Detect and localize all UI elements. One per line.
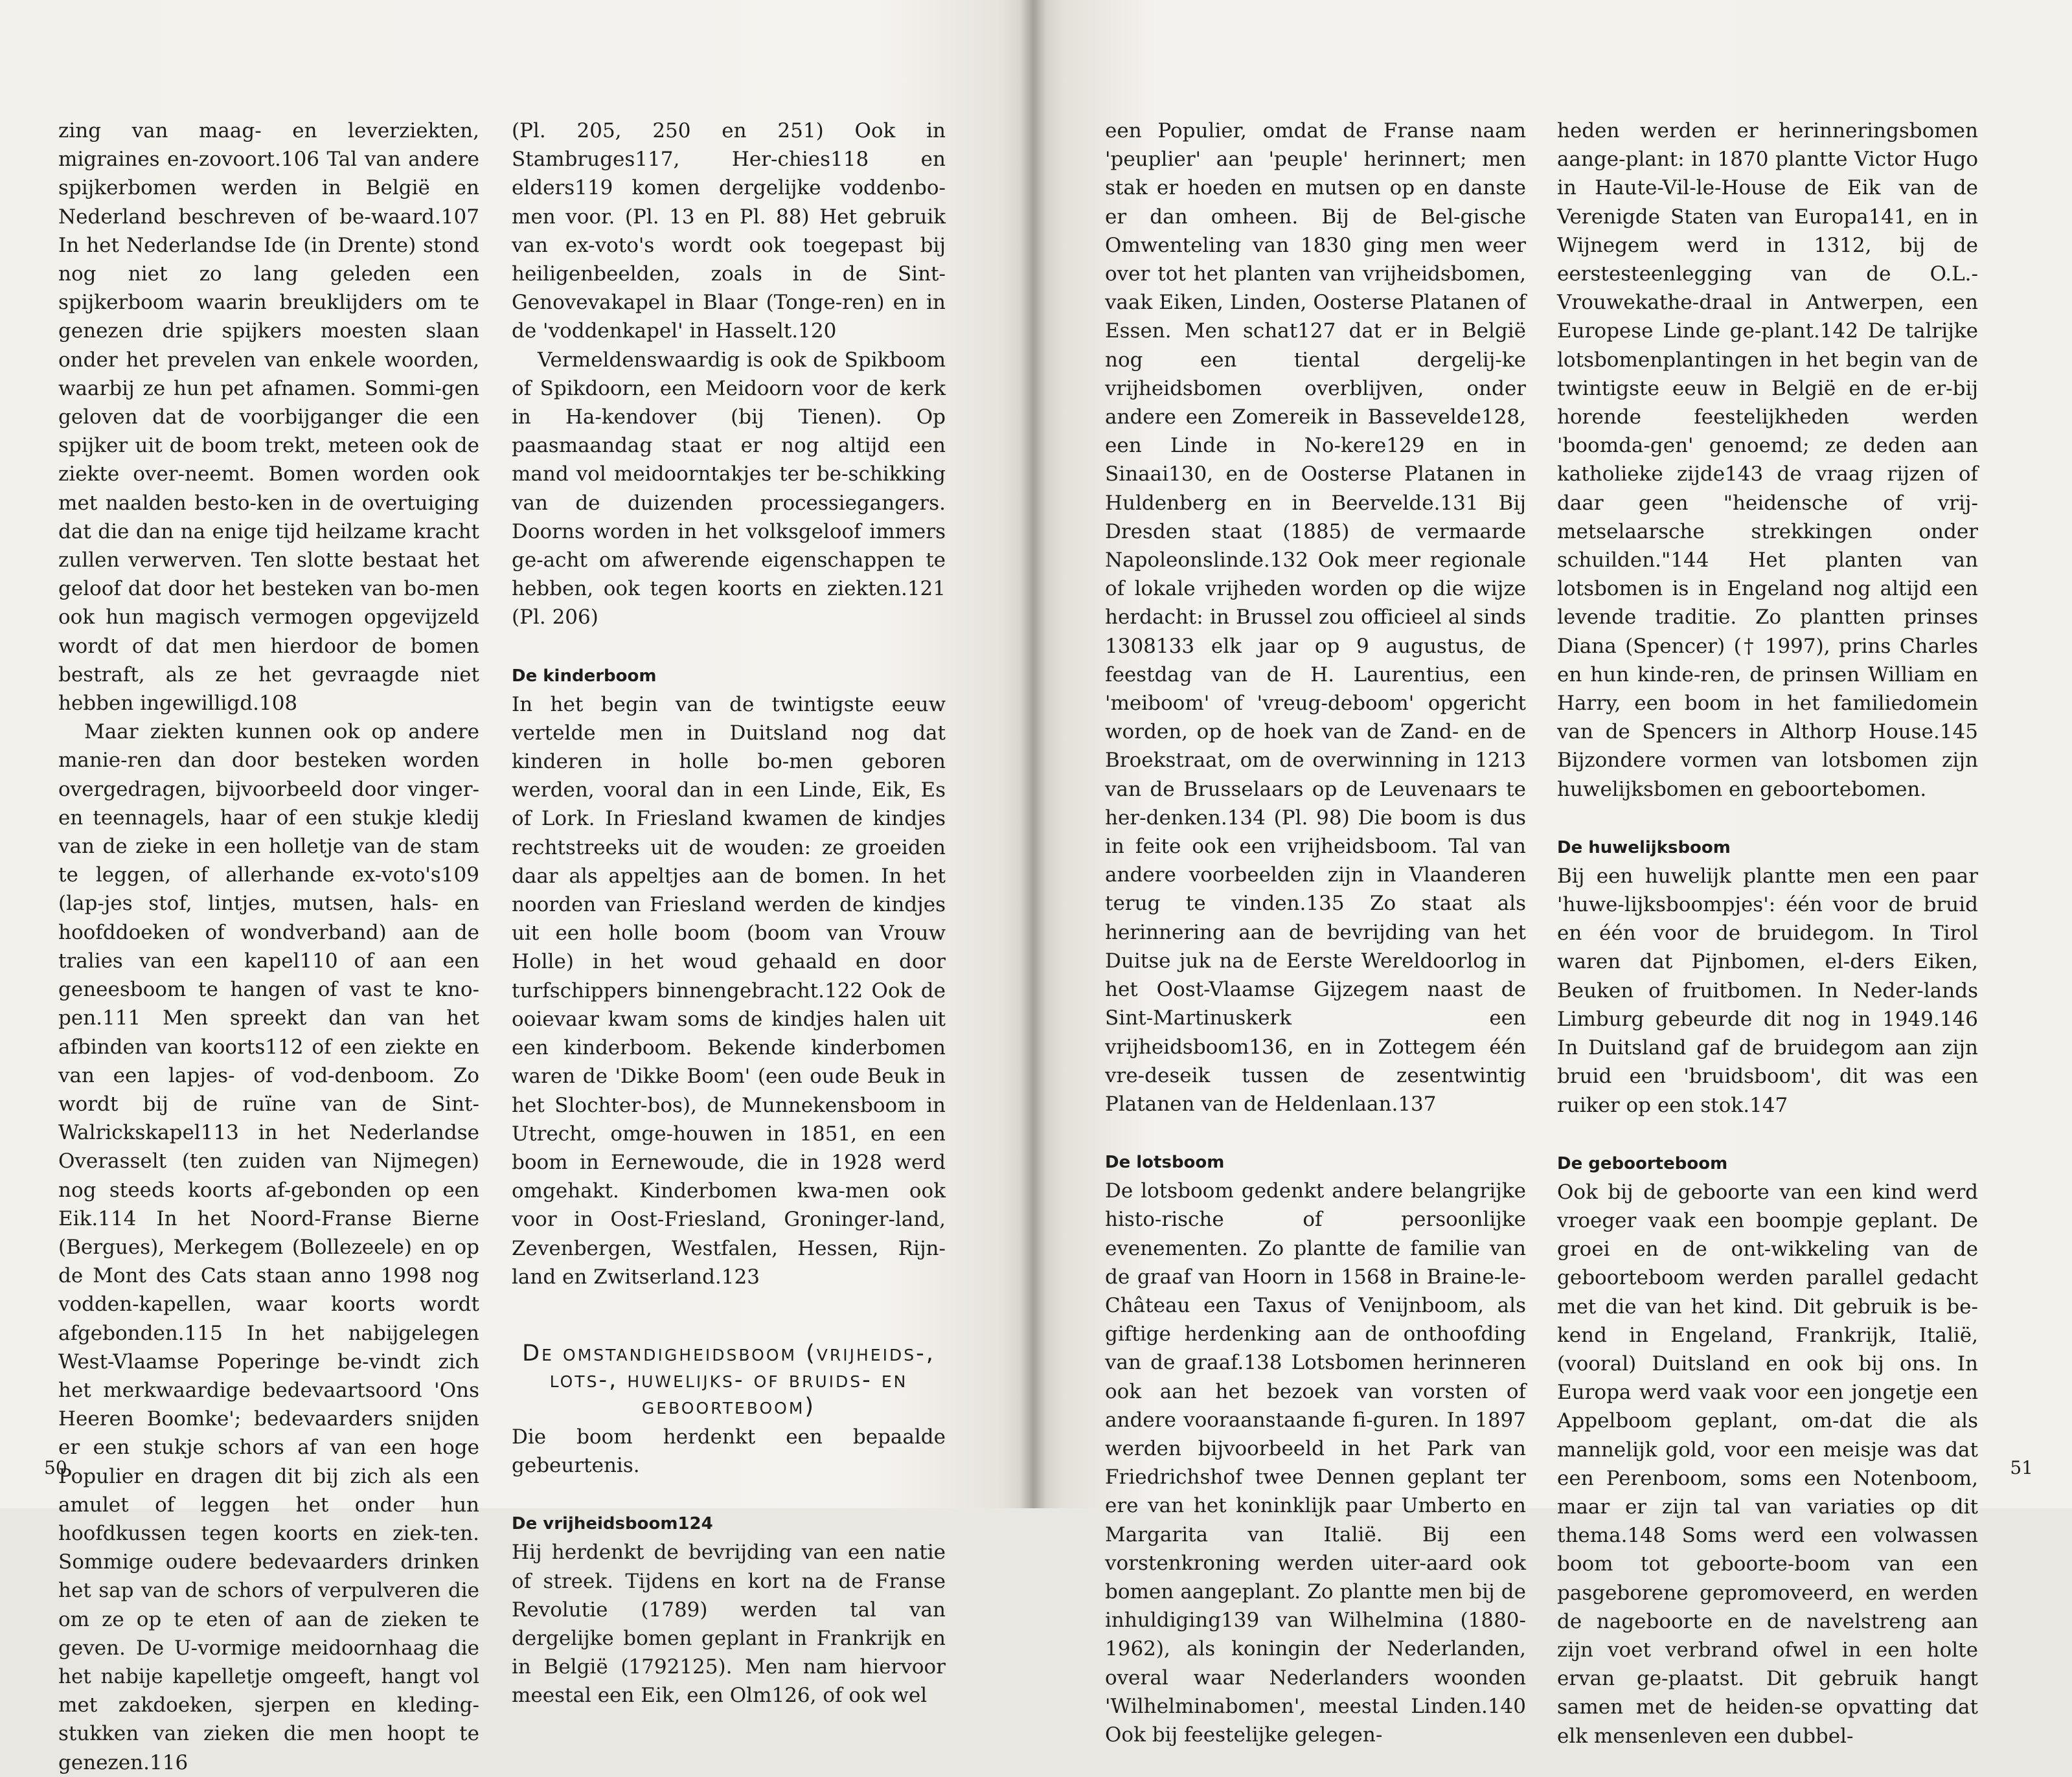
book-gutter: [1020, 0, 1046, 1508]
right-page-column-2: [1557, 117, 1978, 1750]
left-page: [0, 0, 1032, 1774]
heading-vrijheidsboom: De vrijheidsboom124: [512, 1514, 713, 1534]
section-title: De omstandigheidsboom (vrijheids-, lots-, huwelijks- of bruids- en geboorteboom): [522, 1340, 935, 1420]
paragraph: Hij herdenkt de bevrijding van een natie of streek. Tijdens en kort na de Franse Revolutie (1789) werden tal van dergelijke bomen geplant in Frankrijk en in België (1792125). Men nam hiervoor meestal een Eik, een Olm126, of ook wel: [512, 1541, 946, 1708]
paragraph: Bij een huwelijk plantte men een paar 'huwe-lijksboompjes': één voor de bruid en één voor de bruidegom. In Tirol waren dat Pijnbomen, el-ders Eiken, Beuken of fruitbomen. In Neder-lands Limburg gebeurde dit nog in 1949.146 In Duitsland gaf de bruidegom aan zijn bruid een 'bruidsboom', dit was een ruiker op een stok.147: [1557, 864, 1978, 1117]
left-page-column-1: [58, 117, 479, 1777]
paragraph: Ook bij de geboorte van een kind werd vroeger vaak een boompje geplant. De groei en de ont-wikkeling van de geboorteboom werden parallel gedacht met die van het kind. Dit gebruik is be-kend in Engeland, Frankrijk, Italië, (vooral) Duitsland en ook bij ons. In Europa werd vaak voor een jongetje een Appelboom geplant, om-dat die als mannelijk gold, voor een meisje was dat een Perenboom, soms een Notenboom, maar er zijn tal van variaties op dit thema.148 Soms werd een volwassen boom tot geboorte-boom van een pasgeborene gepromoveerd, en werden de nageboorte en de navelstreng aan zijn voet verbrand ofwel in een holte ervan ge-plaatst. Dit gebruik hangt samen met de heiden-se opvatting dat elk mensenleven een dubbel-: [1557, 1180, 1978, 1748]
paragraph: (Pl. 205, 250 en 251) Ook in Stambruges117, Her-chies118 en elders119 komen dergelijke voddenbo-men voor. (Pl. 13 en Pl. 88) Het gebruik van ex-voto's wordt ook toegepast bij heiligenbeelden, zoals in de Sint-Genovevakapel in Blaar (Tonge-ren) en in de 'voddenkapel' in Hasselt.120: [512, 119, 946, 343]
right-page: [1032, 0, 2072, 1748]
paragraph: De lotsboom gedenkt andere belangrijke histo-rische of persoonlijke evenementen. Zo plantte de familie van de graaf van Hoorn in 1568 in Braine-le-Château een Taxus of Venijnboom, als giftige herdenking aan de onthoofding van de graaf.138 Lotsbomen herinneren ook aan het bezoek van vorsten of andere vooraanstaande fi-guren. In 1897 werden bijvoorbeeld in het Park van Friedrichshof twee Dennen geplant ter ere van het koninklijk paar Umberto en Margarita van Italië. Bij een vorstenkroning werden uiter-aard ook bomen aangeplant. Zo plantte men bij de inhuldiging139 van Wilhelmina (1880-1962), als koningin der Nederlanden, overal waar Nederlanders woonden 'Wilhelminabomen', meestal Linden.140 Ook bij feestelijke gelegen-: [1105, 1179, 1526, 1747]
page-number-left: 50: [44, 1457, 67, 1478]
paragraph: Die boom herdenkt een bepaalde gebeurtenis.: [512, 1425, 946, 1478]
left-page-column-2: [512, 117, 946, 1710]
paragraph: heden werden er herinneringsbomen aange-plant: in 1870 plantte Victor Hugo in Haute-Vil-le-House de Eik van de Verenigde Staten van Europa141, en in Wijnegem werd in 1312, bij de eerstesteenlegging van de O.L.-Vrouwekathe-draal in Antwerpen, een Europese Linde ge-plant.142 De talrijke lotsbomenplantingen in het begin van de twintigste eeuw in België en de er-bij horende feestelijkheden werden 'boomda-gen' genoemd; ze deden aan katholieke zijde143 de vraag rijzen of daar geen "heidensche of vrij-metselaarsche strekkingen onder schuilden."144 Het planten van lotsbomen is in Engeland nog altijd een levende traditie. Zo plantten prinses Diana (Spencer) († 1997), prins Charles en hun kinde-ren, de prinsen William en Harry, een boom in het familiedomein van de Spencers in Althorp House.145 Bijzondere vormen van lotsbomen zijn huwelijksbomen en geboortebomen.: [1557, 119, 1978, 801]
paragraph: Vermeldenswaardig is ook de Spikboom of Spikdoorn, een Meidoorn voor de kerk in Ha-kendover (bij Tienen). Op paasmaandag staat er nog altijd een mand vol meidoorntakjes ter be-schikking van de duizenden processiegangers. Doorns worden in het volksgeloof immers ge-acht om afwerende eigenschappen te hebben, ook tegen koorts en ziekten.121 (Pl. 206): [512, 348, 946, 629]
heading-geboorteboom: De geboorteboom: [1557, 1153, 1728, 1173]
paragraph: Maar ziekten kunnen ook op andere manie-ren dan door besteken worden overgedragen, bijvoorbeeld door vinger- en teennagels, haar of een stukje kledij van de zieke in een holletje van de stam te leggen, of allerhande ex-voto's109 (lap-jes stof, lintjes, mutsen, hals- en hoofddoeken of wondverband) aan de tralies van een kapel110 of aan een geneesboom te hangen of vast te kno-pen.111 Men spreekt dan van het afbinden van koorts112 of een ziekte en van een lapjes- of vod-denboom. Zo wordt bij de ruïne van de Sint-Walrickskapel113 in het Nederlandse Overasselt (ten zuiden van Nijmegen) nog steeds koorts af-gebonden op een Eik.114 In het Noord-Franse Bierne (Bergues), Merkegem (Bollezeele) en op de Mont des Cats staan anno 1998 nog vodden-kapellen, waar koorts wordt afgebonden.115 In het nabijgelegen West-Vlaamse Poperinge be-vindt zich het merkwaardige bedevaartsoord 'Ons Heeren Boomke'; bedevaarders snijden er een stukje schors af van een hoge Populier en dragen dit bij zich als een amulet of leggen het onder hun hoofdkussen tegen koorts en ziek-ten. Sommige oudere bedevaarders drinken het sap van de schors of verpulveren die om ze op te eten of aan de zieken te geven. De U-vormige meidoornhaag die het nabije kapelletje omgeeft, hangt vol met zakdoeken, sjerpen en kleding-stukken van zieken die men hoopt te genezen.116: [58, 720, 479, 1774]
paragraph: In het begin van de twintigste eeuw vertelde men in Duitsland nog dat kinderen in holle bo-men geboren werden, vooral dan in een Linde, Eik, Es of Lork. In Friesland kwamen de kindjes rechtstreeks uit de wouden: ze groeiden daar als appeltjes aan de bomen. In het noorden van Friesland werden de kindjes uit een holle boom (boom van Vrouw Holle) in het woud gehaald en door turfschippers binnengebracht.122 Ook de ooievaar kwam soms de kindjes halen uit een kinderboom. Bekende kinderbomen waren de 'Dikke Boom' (een oude Beuk in het Slochter-bos), de Munnekensboom in Utrecht, omge-houwen in 1851, en een boom in Eernewoude, die in 1928 werd omgehakt. Kinderbomen kwa-men ook voor in Oost-Friesland, Groninger-land, Zevenbergen, Westfalen, Hessen, Rijn-land en Zwitserland.123: [512, 692, 946, 1289]
right-page-column-1: [1105, 117, 1526, 1749]
heading-huwelijksboom: De huwelijksboom: [1557, 837, 1731, 857]
page-number-right: 51: [2010, 1457, 2033, 1478]
heading-lotsboom: De lotsboom: [1105, 1153, 1225, 1173]
paragraph: zing van maag- en leverziekten, migraines en-zovoort.106 Tal van andere spijkerbomen werden in België en Nederland beschreven of be-waard.107 In het Nederlandse Ide (in Drente) stond nog niet zo lang geleden een spijkerboom waarin breuklijders om te genezen drie spijkers moesten slaan onder het prevelen van enkele woorden, waarbij ze hun pet afnamen. Sommi-gen geloven dat de voorbijganger die een spijker uit de boom trekt, meteen ook de ziekte over-neemt. Bomen worden ook met naalden besto-ken in de overtuiging dat die dan na enige tijd heilzame kracht zullen verwerven. Ten slotte bestaat het geloof dat door het besteken van bo-men ook hun magisch vermogen opgevijzeld wordt of dat men hierdoor de bomen bestraft, als ze het gevraagde niet hebben ingewilligd.108: [58, 119, 479, 716]
paragraph: een Populier, omdat de Franse naam 'peuplier' aan 'peuple' herinnert; men stak er hoeden en mutsen op en danste er dan omheen. Bij de Bel-gische Omwenteling van 1830 ging men weer over tot het planten van vrijheidsbomen, vaak Eiken, Linden, Oosterse Platanen of Essen. Men schat127 dat er in België nog een tiental dergelij-ke vrijheidsbomen overblijven, onder andere een Zomereik in Bassevelde128, een Linde in No-kere129 en in Sinaai130, en de Oosterse Platanen in Huldenberg en in Beervelde.131 Bij Dresden staat (1885) de vermaarde Napoleonslinde.132 Ook meer regionale of lokale vrijheden worden op die wijze herdacht: in Brussel zou officieel al sinds 1308133 elk jaar op 9 augustus, de feestdag van de H. Laurentius, een 'meiboom' of 'vreug-deboom' opgericht worden, op de hoek van de Zand- en de Broekstraat, om de overwinning in 1213 van de Brusselaars op de Leuvenaars te her-denken.134 (Pl. 98) Die boom is dus in feite ook een vrijheidsboom. Tal van andere voorbeelden zijn in Vlaanderen terug te vinden.135 Zo staat als herinnering aan de bevrijding van het Duitse juk na de Eerste Wereldoorlog in het Oost-Vlaamse Gijzegem naast de Sint-Martinuskerk een vrijheidsboom136, en in Zottegem één vre-deseik tussen de zesentwintig Platanen van de Heldenlaan.137: [1105, 119, 1526, 1116]
heading-kinderboom: De kinderboom: [512, 666, 657, 686]
